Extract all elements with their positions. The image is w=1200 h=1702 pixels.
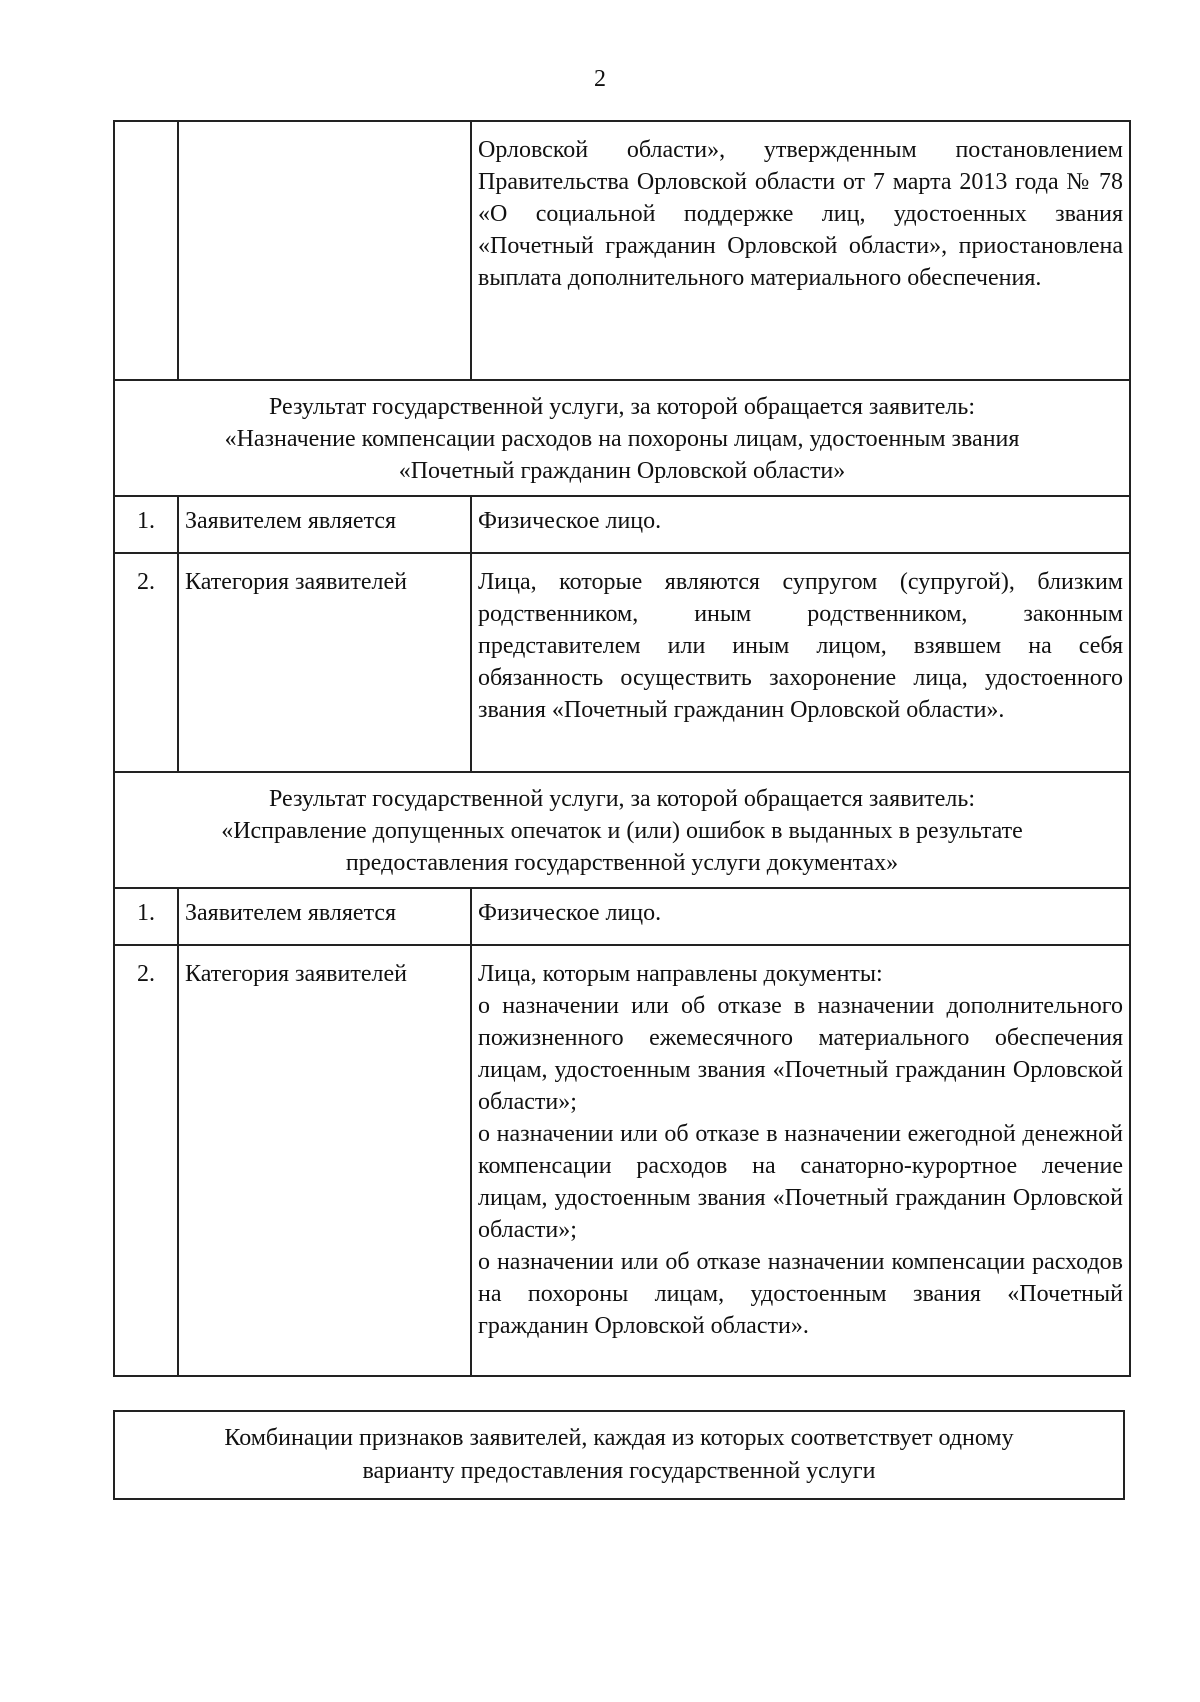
continuation-text: Орловской области», утвержденным постановлением Правительства Орловской области от 7 марта 2013 года № 78 «О социальной поддержке лиц, удостоенных звания «Почетный гражданин Орловской области», приостановлена выплата дополнительного материального обеспечения. bbox=[471, 121, 1130, 380]
table-row bbox=[114, 945, 1130, 1376]
section-title-line: «Исправление допущенных опечаток и (или) ошибок в выданных в результате bbox=[221, 818, 1023, 844]
applicant-criteria-table bbox=[113, 120, 1131, 1377]
section-title-line: предоставления государственной услуги документах» bbox=[345, 850, 899, 876]
row-number: 2. bbox=[114, 553, 178, 772]
table-row-continuation bbox=[114, 121, 1130, 380]
row-value bbox=[471, 945, 1130, 1376]
section-header-cell bbox=[114, 380, 1130, 496]
table-cell-empty-label bbox=[178, 121, 471, 380]
row-number: 1. bbox=[114, 888, 178, 945]
combinations-line: Комбинации признаков заявителей, каждая из которых соответствует одному bbox=[224, 1425, 1014, 1451]
row-number: 1. bbox=[114, 496, 178, 553]
row-label: Заявителем является bbox=[178, 888, 471, 945]
table-row bbox=[114, 496, 1130, 553]
table-row bbox=[114, 888, 1130, 945]
section-title-line: Результат государственной услуги, за которой обращается заявитель: bbox=[268, 394, 976, 420]
section-title-line: «Почетный гражданин Орловской области» bbox=[398, 458, 846, 484]
section-header-cell bbox=[114, 772, 1130, 888]
combinations-box bbox=[113, 1410, 1125, 1500]
row-value: Физическое лицо. bbox=[471, 888, 1130, 945]
page-number: 2 bbox=[594, 66, 606, 92]
table-row bbox=[114, 553, 1130, 772]
list-intro: Лица, которым направлены документы: bbox=[478, 961, 883, 987]
row-value: Физическое лицо. bbox=[471, 496, 1130, 553]
table-cell-empty-num bbox=[114, 121, 178, 380]
list-item: о назначении или об отказе в назначении ежегодной денежной компенсации расходов на санаторно-курортное лечение лицам, удостоенным звания «Почетный гражданин Орловской области»; bbox=[478, 1121, 1123, 1243]
row-value: Лица, которые являются супругом (супругой), близким родственником, иным родственником, законным представителем или иным лицом, взявшем на себя обязанность осуществить захоронение лица, удостоенного звания «Почетный гражданин Орловской области». bbox=[471, 553, 1130, 772]
row-number: 2. bbox=[114, 945, 178, 1376]
row-label: Категория заявителей bbox=[178, 553, 471, 772]
section-title-line: «Назначение компенсации расходов на похороны лицам, удостоенным звания bbox=[224, 426, 1020, 452]
list-item: о назначении или об отказе в назначении дополнительного пожизненного ежемесячного материального обеспечения лицам, удостоенным звания «Почетный гражданин Орловской области»; bbox=[478, 993, 1123, 1115]
combinations-line: варианту предоставления государственной услуги bbox=[362, 1458, 876, 1484]
section-header-error-correction bbox=[114, 772, 1130, 888]
section-title-line: Результат государственной услуги, за которой обращается заявитель: bbox=[268, 786, 976, 812]
list-item: о назначении или об отказе назначении компенсации расходов на похороны лицам, удостоенным звания «Почетный гражданин Орловской области». bbox=[478, 1249, 1123, 1339]
row-label: Категория заявителей bbox=[178, 945, 471, 1376]
row-label: Заявителем является bbox=[178, 496, 471, 553]
section-header-funeral-compensation bbox=[114, 380, 1130, 496]
